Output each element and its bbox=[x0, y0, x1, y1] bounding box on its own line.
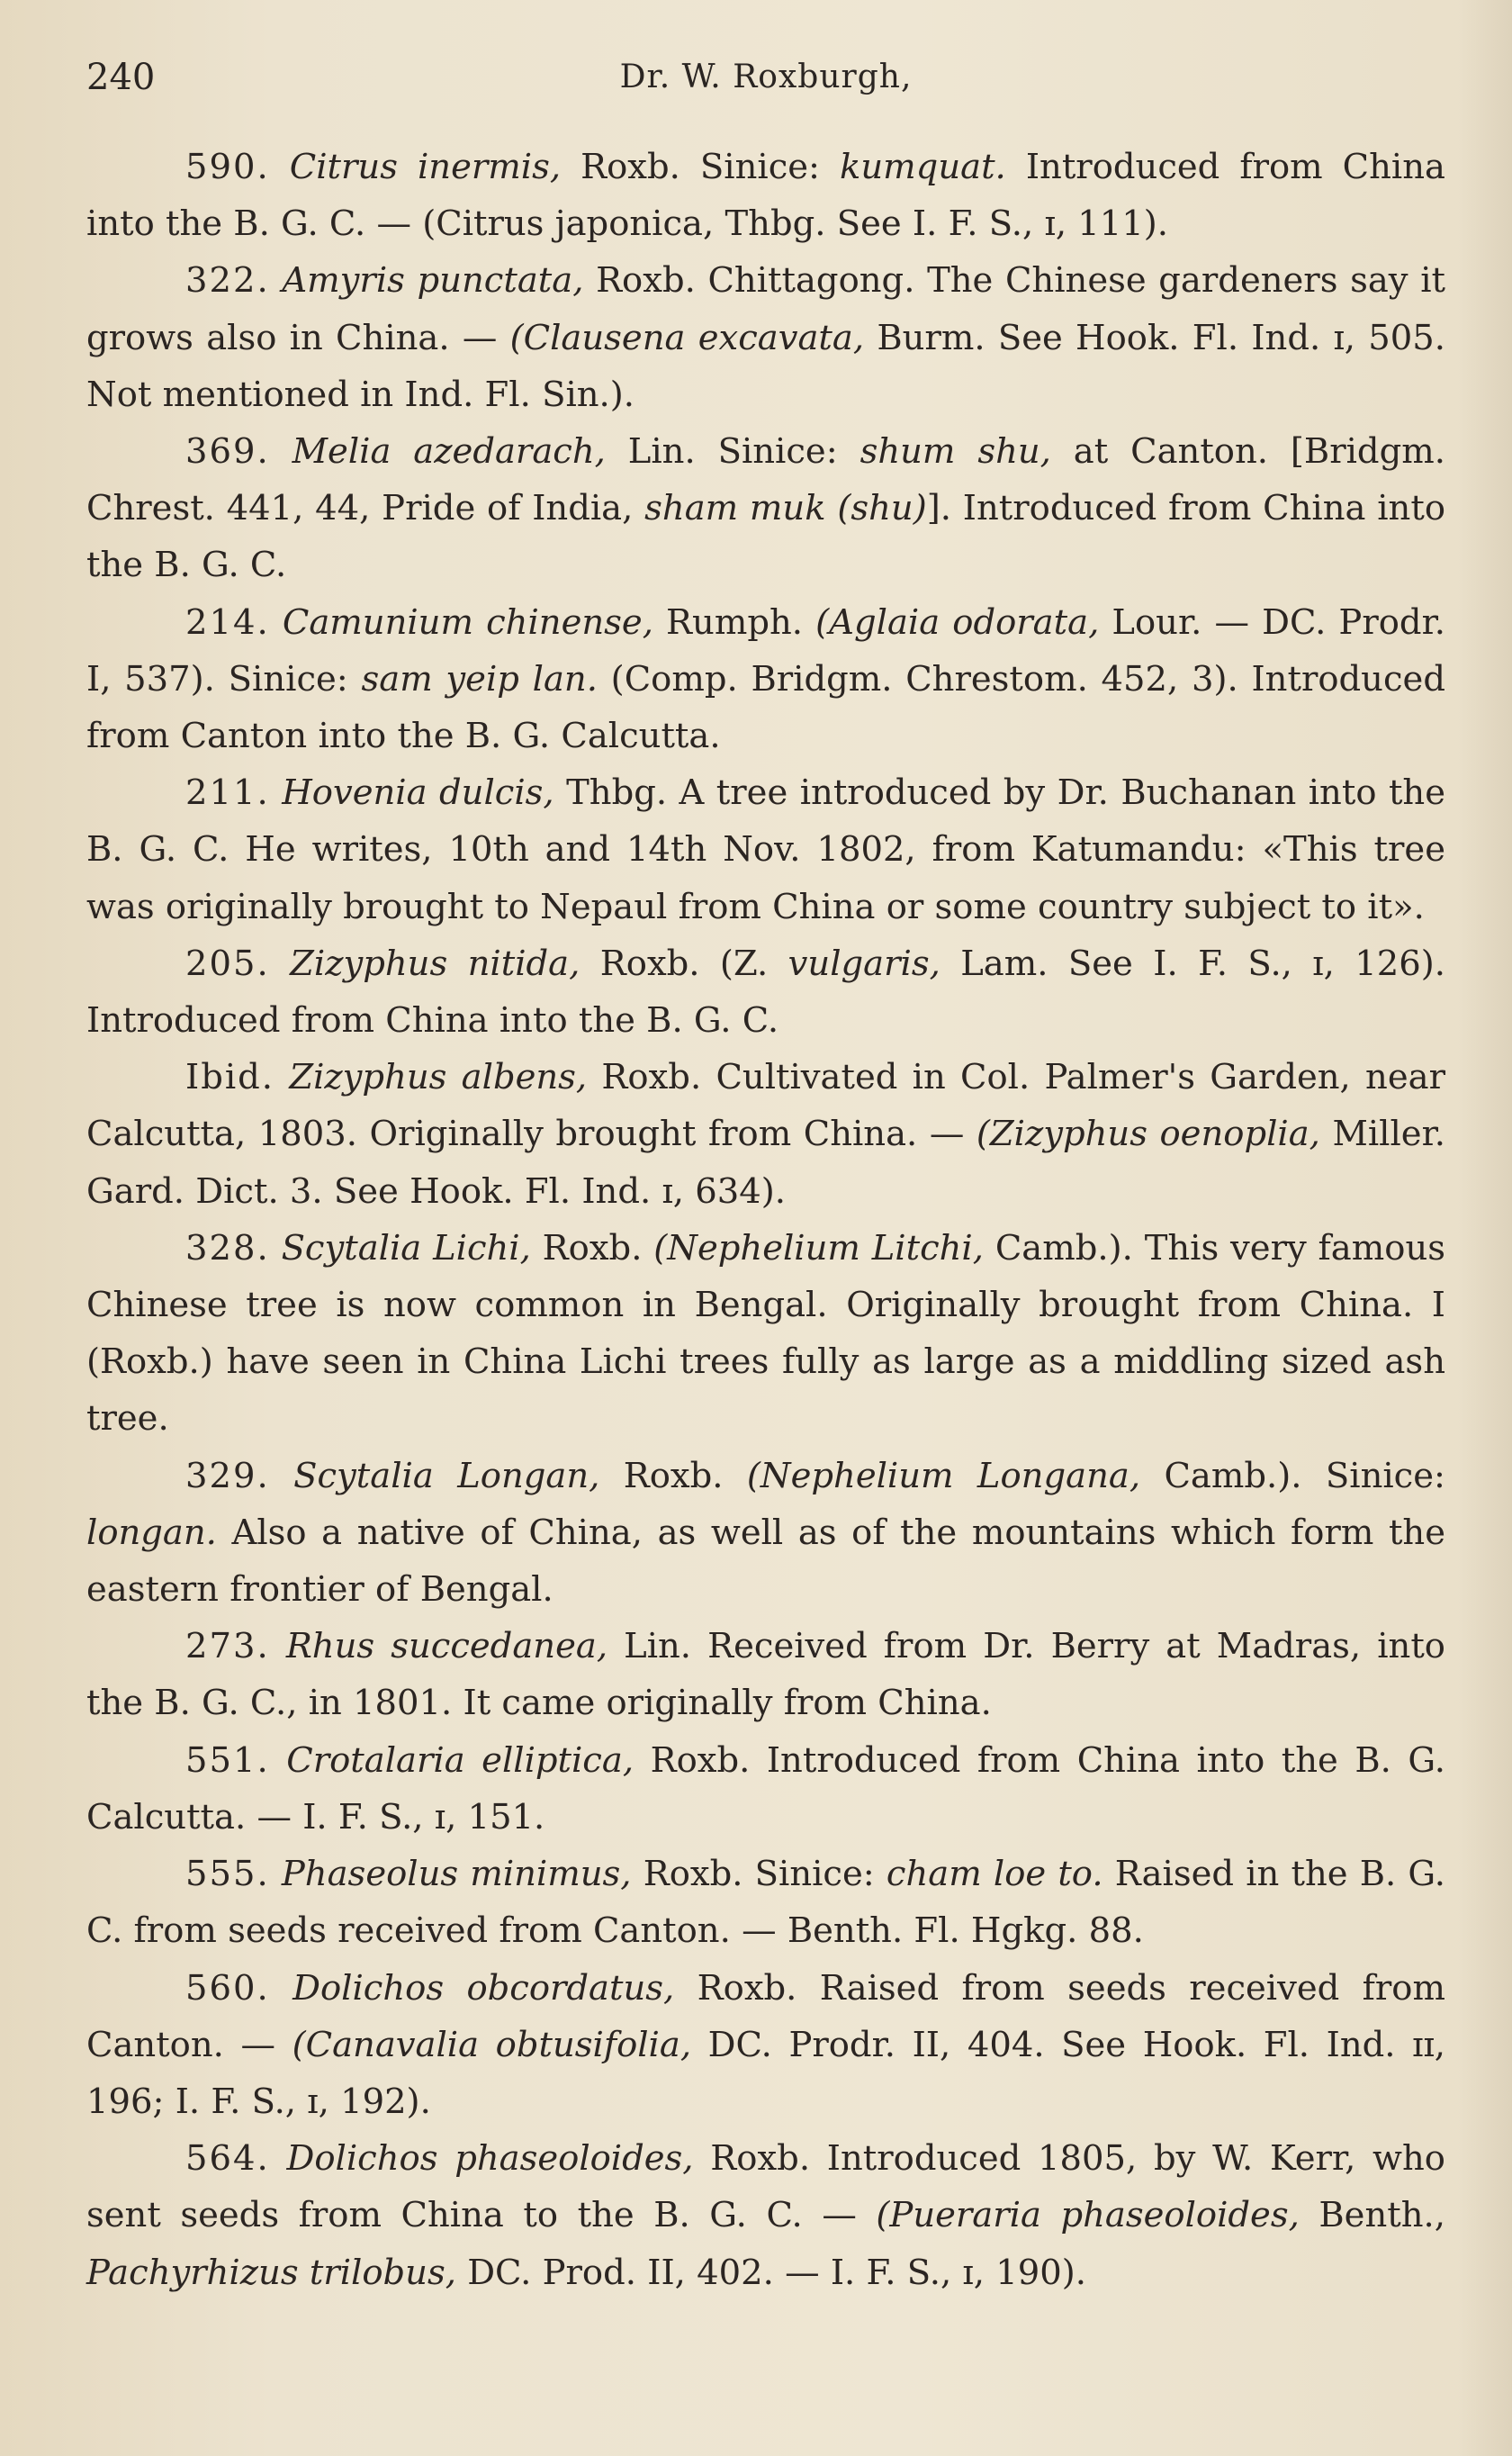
entry-text: Camb.). This very famous Chinese tree is now common in Bengal. Originally brought from China. I (Roxb.) have seen in China Lichi trees fully as large as a middling sized ash tree. bbox=[86, 1227, 1445, 1440]
italic-text: Amyris punctata, bbox=[282, 260, 584, 302]
entry-paragraph bbox=[86, 594, 1445, 765]
entry-text: Rumph. bbox=[652, 601, 816, 643]
entry-number: 273. bbox=[185, 1626, 270, 1667]
italic-text: cham loe to. bbox=[886, 1854, 1103, 1895]
italic-text: (Aglaia odorata, bbox=[815, 601, 1100, 643]
entry-text: Roxb. bbox=[599, 1455, 747, 1496]
entry-number: 551. bbox=[185, 1739, 270, 1781]
entry-paragraph bbox=[86, 1960, 1445, 2131]
page-body bbox=[86, 139, 1445, 2301]
italic-text: sham muk (shu) bbox=[644, 488, 927, 529]
italic-text: Citrus inermis, bbox=[289, 147, 562, 187]
entry-paragraph bbox=[86, 1732, 1445, 1846]
italic-text: Zizyphus nitida, bbox=[290, 943, 580, 984]
entry-text: DC. Prod. II, 402. — I. F. S., ɪ, 190). bbox=[455, 2252, 1086, 2293]
entry-number: 555. bbox=[185, 1854, 270, 1895]
entry-paragraph bbox=[86, 252, 1445, 423]
entry-paragraph bbox=[86, 764, 1445, 935]
entry-paragraph bbox=[86, 2130, 1445, 2301]
running-head: Dr. W. Roxburgh, bbox=[619, 59, 913, 95]
entry-text: Lin. Sinice: bbox=[605, 431, 860, 473]
italic-text: longan. bbox=[86, 1512, 217, 1553]
entry-text: Roxb. bbox=[530, 1227, 654, 1269]
entry-number: 560. bbox=[185, 1967, 270, 2009]
entry-text: (Comp. Bridgm. Chrestom. 452, 3). Introduced from Canton into the B. G. Calcutta. bbox=[86, 658, 1445, 757]
entry-paragraph bbox=[86, 935, 1445, 1049]
entry-paragraph bbox=[86, 1846, 1445, 1959]
italic-text: (Clausena excavata, bbox=[509, 317, 865, 358]
entry-text: Lam. See I. F. S., ɪ, 126). Introduced from China into the B. G. C. bbox=[86, 943, 1446, 1042]
entry-text: Roxb. Sinice: bbox=[631, 1854, 886, 1895]
entry-text: Burm. See Hook. Fl. Ind. ɪ, 505. Not mentioned in Ind. Fl. Sin.). bbox=[86, 317, 1445, 415]
entry-number: 214. bbox=[185, 601, 270, 643]
italic-text: Phaseolus minimus, bbox=[281, 1854, 632, 1895]
entry-number: 205. bbox=[185, 943, 270, 984]
italic-text: Dolichos obcordatus, bbox=[292, 1967, 675, 2009]
entry-paragraph bbox=[86, 423, 1445, 594]
entry-text: at Canton. [Bridgm. Chrest. 441, 44, Pride of India, bbox=[86, 431, 1445, 529]
italic-text: (Canavalia obtusifolia, bbox=[292, 2024, 692, 2065]
italic-text: sam yeip lan. bbox=[361, 658, 598, 700]
italic-text: Scytalia Longan, bbox=[293, 1455, 600, 1496]
italic-text: Camunium chinense, bbox=[282, 601, 653, 643]
entry-text: DC. Prodr. II, 404. See Hook. Fl. Ind. ɪɪ, 196; I. F. S., ɪ, 192). bbox=[86, 2024, 1445, 2122]
entry-text: Lour. — DC. Prodr. I, 537). Sinice: bbox=[86, 601, 1445, 700]
entry-paragraph bbox=[86, 1220, 1445, 1448]
entry-text: Roxb. Introduced from China into the B. G. Calcutta. — I. F. S., ɪ, 151. bbox=[86, 1739, 1445, 1837]
italic-text: Hovenia dulcis, bbox=[282, 772, 554, 814]
italic-text: Pachyrhizus trilobus, bbox=[86, 2252, 456, 2293]
page-number: 240 bbox=[86, 57, 156, 98]
italic-text: Rhus succedanea, bbox=[285, 1626, 608, 1667]
entry-number: 322. bbox=[185, 260, 270, 302]
italic-text: kumquat. bbox=[840, 147, 1006, 187]
entry-number: 590. bbox=[185, 147, 270, 187]
entry-text: Raised in the B. G. C. from seeds received from Canton. — Benth. Fl. Hgkg. 88. bbox=[86, 1854, 1446, 1952]
entry-text: Camb.). Sinice: bbox=[1140, 1455, 1445, 1496]
italic-text: shum shu, bbox=[860, 431, 1051, 473]
entry-text: Roxb. Chittagong. The Chinese gardeners say it grows also in China. — bbox=[86, 260, 1445, 358]
italic-text: Scytalia Lichi, bbox=[281, 1227, 531, 1269]
entry-number: 211. bbox=[185, 772, 270, 814]
italic-text: Dolichos phaseoloides, bbox=[286, 2138, 694, 2180]
italic-text: Zizyphus albens, bbox=[289, 1057, 588, 1098]
entry-text: Miller. Gard. Dict. 3. See Hook. Fl. Ind. ɪ, 634). bbox=[86, 1114, 1445, 1212]
italic-text: (Zizyphus oenoplia, bbox=[976, 1114, 1320, 1155]
entry-text: Benth., bbox=[1299, 2195, 1445, 2236]
italic-text: Melia azedarach, bbox=[292, 431, 606, 473]
entry-text: Roxb. Cultivated in Col. Palmer's Garden, near Calcutta, 1803. Originally brought from China. — bbox=[86, 1057, 1445, 1155]
entry-text: ]. Introduced from China into the B. G. C. bbox=[86, 488, 1445, 586]
entry-text: Roxb. (Z. bbox=[580, 943, 788, 984]
entry-number: 369. bbox=[185, 431, 270, 473]
entry-text: Roxb. Introduced 1805, by W. Kerr, who sent seeds from China to the B. G. C. — bbox=[86, 2138, 1445, 2236]
page-header bbox=[86, 52, 1445, 106]
entry-number: Ibid. bbox=[185, 1057, 275, 1098]
entry-paragraph bbox=[86, 1448, 1445, 1619]
italic-text: (Nephelium Longana, bbox=[746, 1455, 1141, 1496]
italic-text: (Nephelium Litchi, bbox=[653, 1227, 984, 1269]
entry-paragraph bbox=[86, 139, 1445, 252]
entry-paragraph bbox=[86, 1618, 1445, 1731]
entry-number: 564. bbox=[185, 2138, 270, 2180]
entry-text: Roxb. Raised from seeds received from Canton. — bbox=[86, 1967, 1445, 2065]
entry-text: Also a native of China, as well as of the mountains which form the eastern frontier of Bengal. bbox=[86, 1512, 1445, 1611]
entry-paragraph bbox=[86, 1049, 1445, 1220]
entry-number: 328. bbox=[185, 1227, 270, 1269]
page-edge-shadow bbox=[1458, 0, 1512, 2456]
italic-text: Crotalaria elliptica, bbox=[286, 1739, 634, 1781]
entry-text: Thbg. A tree introduced by Dr. Buchanan into the B. G. C. He writes, 10th and 14th Nov. 1802, from Katumandu: «This tree was originally brought to Nepaul from China or some country subject to it». bbox=[86, 772, 1446, 927]
entry-text: Lin. Received from Dr. Berry at Madras, into the B. G. C., in 1801. It came originally from China. bbox=[86, 1626, 1445, 1724]
entry-number: 329. bbox=[185, 1455, 270, 1496]
entry-text: Introduced from China into the B. G. C. — (Citrus japonica, Thbg. See I. F. S., ɪ, 111). bbox=[86, 147, 1445, 245]
entry-text: Roxb. Sinice: bbox=[561, 147, 841, 187]
italic-text: vulgaris, bbox=[788, 943, 940, 984]
italic-text: (Pueraria phaseoloides, bbox=[876, 2195, 1300, 2236]
